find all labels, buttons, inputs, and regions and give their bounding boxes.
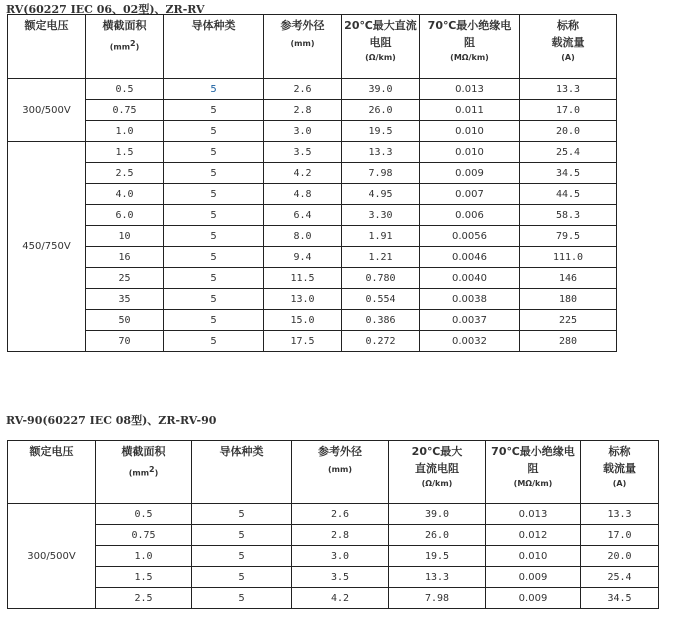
cell-cross-section: 16 bbox=[86, 247, 164, 268]
header-conductor-type: 导体种类 bbox=[192, 441, 292, 504]
table1-header-row bbox=[8, 15, 617, 79]
table-row bbox=[8, 310, 617, 331]
cell-conductor-type: 5 bbox=[164, 163, 264, 184]
cell-conductor-type: 5 bbox=[164, 310, 264, 331]
cell-dc-resistance: 13.3 bbox=[342, 142, 420, 163]
cell-insulation: 0.011 bbox=[420, 100, 520, 121]
cell-current: 111.0 bbox=[520, 247, 617, 268]
header-dc-resistance: 20℃最大直流 电阻 (Ω/km) bbox=[342, 15, 420, 79]
cell-conductor-type: 5 bbox=[192, 525, 292, 546]
cell-dc-resistance: 1.91 bbox=[342, 226, 420, 247]
cell-conductor-type: 5 bbox=[164, 79, 264, 100]
cell-insulation: 0.0032 bbox=[420, 331, 520, 352]
cell-ref-diameter: 4.2 bbox=[292, 588, 389, 609]
header-cross-section: 横截面积 $(mm^2)$ bbox=[96, 441, 192, 504]
cell-current: 17.0 bbox=[581, 525, 659, 546]
cell-dc-resistance: 0.386 bbox=[342, 310, 420, 331]
cell-insulation: 0.009 bbox=[486, 567, 581, 588]
cell-current: 146 bbox=[520, 268, 617, 289]
cell-dc-resistance: 4.95 bbox=[342, 184, 420, 205]
cell-insulation: 0.007 bbox=[420, 184, 520, 205]
cell-insulation: 0.010 bbox=[486, 546, 581, 567]
cell-ref-diameter: 8.0 bbox=[264, 226, 342, 247]
cell-cross-section: 70 bbox=[86, 331, 164, 352]
table-row bbox=[8, 205, 617, 226]
cell-current: 13.3 bbox=[581, 504, 659, 525]
cell-insulation: 0.013 bbox=[420, 79, 520, 100]
cell-insulation: 0.0046 bbox=[420, 247, 520, 268]
cable-spec-table-1 bbox=[7, 14, 617, 352]
cell-current: 13.3 bbox=[520, 79, 617, 100]
cell-cross-section: 1.5 bbox=[86, 142, 164, 163]
cell-conductor-type: 5 bbox=[164, 226, 264, 247]
cell-ref-diameter: 2.8 bbox=[264, 100, 342, 121]
cell-conductor-type: 5 bbox=[164, 142, 264, 163]
cell-conductor-type: 5 bbox=[164, 100, 264, 121]
cell-ref-diameter: 4.2 bbox=[264, 163, 342, 184]
header-insulation: 70℃最小绝缘电 阻 (MΩ/km) bbox=[420, 15, 520, 79]
cell-rated-voltage: 300/500V bbox=[8, 504, 96, 609]
cell-conductor-type: 5 bbox=[192, 504, 292, 525]
cell-current: 25.4 bbox=[581, 567, 659, 588]
table-row bbox=[8, 525, 659, 546]
cell-ref-diameter: 3.0 bbox=[292, 546, 389, 567]
cell-dc-resistance: 3.30 bbox=[342, 205, 420, 226]
table-row bbox=[8, 504, 659, 525]
cell-cross-section: 2.5 bbox=[86, 163, 164, 184]
cell-cross-section: 0.75 bbox=[86, 100, 164, 121]
cell-ref-diameter: 3.0 bbox=[264, 121, 342, 142]
cell-ref-diameter: 17.5 bbox=[264, 331, 342, 352]
cell-rated-voltage: 300/500V bbox=[8, 79, 86, 142]
cell-ref-diameter: 2.8 bbox=[292, 525, 389, 546]
header-ref-diameter: 参考外径 (mm) bbox=[292, 441, 389, 504]
table-row bbox=[8, 184, 617, 205]
cell-current: 34.5 bbox=[520, 163, 617, 184]
cell-conductor-type: 5 bbox=[164, 121, 264, 142]
cell-ref-diameter: 4.8 bbox=[264, 184, 342, 205]
cell-cross-section: 0.5 bbox=[86, 79, 164, 100]
cell-current: 44.5 bbox=[520, 184, 617, 205]
header-ref-diameter: 参考外径 (mm) bbox=[264, 15, 342, 79]
cell-cross-section: 10 bbox=[86, 226, 164, 247]
cell-dc-resistance: 7.98 bbox=[389, 588, 486, 609]
cell-ref-diameter: 6.4 bbox=[264, 205, 342, 226]
cell-current: 34.5 bbox=[581, 588, 659, 609]
cell-insulation: 0.0037 bbox=[420, 310, 520, 331]
cell-insulation: 0.0040 bbox=[420, 268, 520, 289]
header-dc-resistance: 20℃最大 直流电阻 (Ω/km) bbox=[389, 441, 486, 504]
cell-ref-diameter: 15.0 bbox=[264, 310, 342, 331]
cell-current: 180 bbox=[520, 289, 617, 310]
cell-conductor-type: 5 bbox=[192, 567, 292, 588]
cell-conductor-type: 5 bbox=[164, 184, 264, 205]
cell-cross-section: 6.0 bbox=[86, 205, 164, 226]
cell-cross-section: 1.0 bbox=[86, 121, 164, 142]
cell-current: 17.0 bbox=[520, 100, 617, 121]
table-row bbox=[8, 268, 617, 289]
table-row bbox=[8, 142, 617, 163]
cell-cross-section: 1.0 bbox=[96, 546, 192, 567]
cell-dc-resistance: 0.554 bbox=[342, 289, 420, 310]
cell-cross-section: 25 bbox=[86, 268, 164, 289]
cell-cross-section: 50 bbox=[86, 310, 164, 331]
cell-current: 58.3 bbox=[520, 205, 617, 226]
cell-dc-resistance: 26.0 bbox=[342, 100, 420, 121]
cell-dc-resistance: 7.98 bbox=[342, 163, 420, 184]
table-row bbox=[8, 100, 617, 121]
header-conductor-type: 导体种类 bbox=[164, 15, 264, 79]
table-row bbox=[8, 79, 617, 100]
cell-insulation: 0.009 bbox=[486, 588, 581, 609]
cell-insulation: 0.0056 bbox=[420, 226, 520, 247]
header-rated-voltage: 额定电压 bbox=[8, 15, 86, 79]
cell-ref-diameter: 13.0 bbox=[264, 289, 342, 310]
cell-ref-diameter: 9.4 bbox=[264, 247, 342, 268]
cell-conductor-type: 5 bbox=[164, 289, 264, 310]
cell-dc-resistance: 39.0 bbox=[342, 79, 420, 100]
cell-dc-resistance: 19.5 bbox=[389, 546, 486, 567]
header-current: 标称 载流量 (A) bbox=[581, 441, 659, 504]
table-row bbox=[8, 588, 659, 609]
cell-conductor-type: 5 bbox=[164, 268, 264, 289]
cell-cross-section: 0.5 bbox=[96, 504, 192, 525]
table-row bbox=[8, 331, 617, 352]
cell-insulation: 0.009 bbox=[420, 163, 520, 184]
cell-current: 25.4 bbox=[520, 142, 617, 163]
cell-current: 225 bbox=[520, 310, 617, 331]
table-row bbox=[8, 289, 617, 310]
cell-ref-diameter: 2.6 bbox=[292, 504, 389, 525]
cell-insulation: 0.006 bbox=[420, 205, 520, 226]
cell-dc-resistance: 19.5 bbox=[342, 121, 420, 142]
cell-current: 79.5 bbox=[520, 226, 617, 247]
table1-title: RV(60227 IEC 06、02型)、ZR-RV bbox=[6, 3, 205, 16]
header-rated-voltage: 额定电压 bbox=[8, 441, 96, 504]
cell-current: 280 bbox=[520, 331, 617, 352]
cable-spec-table-2 bbox=[7, 440, 659, 609]
cell-cross-section: 1.5 bbox=[96, 567, 192, 588]
cell-dc-resistance: 0.780 bbox=[342, 268, 420, 289]
cell-insulation: 0.012 bbox=[486, 525, 581, 546]
table-row bbox=[8, 121, 617, 142]
cell-ref-diameter: 3.5 bbox=[264, 142, 342, 163]
cell-conductor-type: 5 bbox=[192, 588, 292, 609]
cell-conductor-type: 5 bbox=[164, 205, 264, 226]
table-row bbox=[8, 567, 659, 588]
cell-insulation: 0.010 bbox=[420, 142, 520, 163]
cell-conductor-type: 5 bbox=[192, 546, 292, 567]
cell-insulation: 0.0038 bbox=[420, 289, 520, 310]
table-row bbox=[8, 247, 617, 268]
table2-title: RV-90(60227 IEC 08型)、ZR-RV-90 bbox=[6, 414, 217, 427]
header-insulation: 70℃最小绝缘电 阻 (MΩ/km) bbox=[486, 441, 581, 504]
cell-insulation: 0.013 bbox=[486, 504, 581, 525]
cell-ref-diameter: 3.5 bbox=[292, 567, 389, 588]
cell-conductor-type: 5 bbox=[164, 331, 264, 352]
cell-cross-section: 2.5 bbox=[96, 588, 192, 609]
table-row bbox=[8, 546, 659, 567]
cell-rated-voltage: 450/750V bbox=[8, 142, 86, 352]
header-current: 标称 载流量 (A) bbox=[520, 15, 617, 79]
table-row bbox=[8, 226, 617, 247]
cell-dc-resistance: 39.0 bbox=[389, 504, 486, 525]
cell-dc-resistance: 1.21 bbox=[342, 247, 420, 268]
table-row bbox=[8, 163, 617, 184]
table2-header-row bbox=[8, 441, 659, 504]
cell-cross-section: 4.0 bbox=[86, 184, 164, 205]
cell-dc-resistance: 26.0 bbox=[389, 525, 486, 546]
cell-current: 20.0 bbox=[581, 546, 659, 567]
cell-conductor-type: 5 bbox=[164, 247, 264, 268]
cell-insulation: 0.010 bbox=[420, 121, 520, 142]
cell-dc-resistance: 13.3 bbox=[389, 567, 486, 588]
cell-cross-section: 35 bbox=[86, 289, 164, 310]
header-cross-section: 横截面积 $(mm^2)$ bbox=[86, 15, 164, 79]
cell-cross-section: 0.75 bbox=[96, 525, 192, 546]
cell-dc-resistance: 0.272 bbox=[342, 331, 420, 352]
cell-ref-diameter: 2.6 bbox=[264, 79, 342, 100]
cell-current: 20.0 bbox=[520, 121, 617, 142]
cell-ref-diameter: 11.5 bbox=[264, 268, 342, 289]
